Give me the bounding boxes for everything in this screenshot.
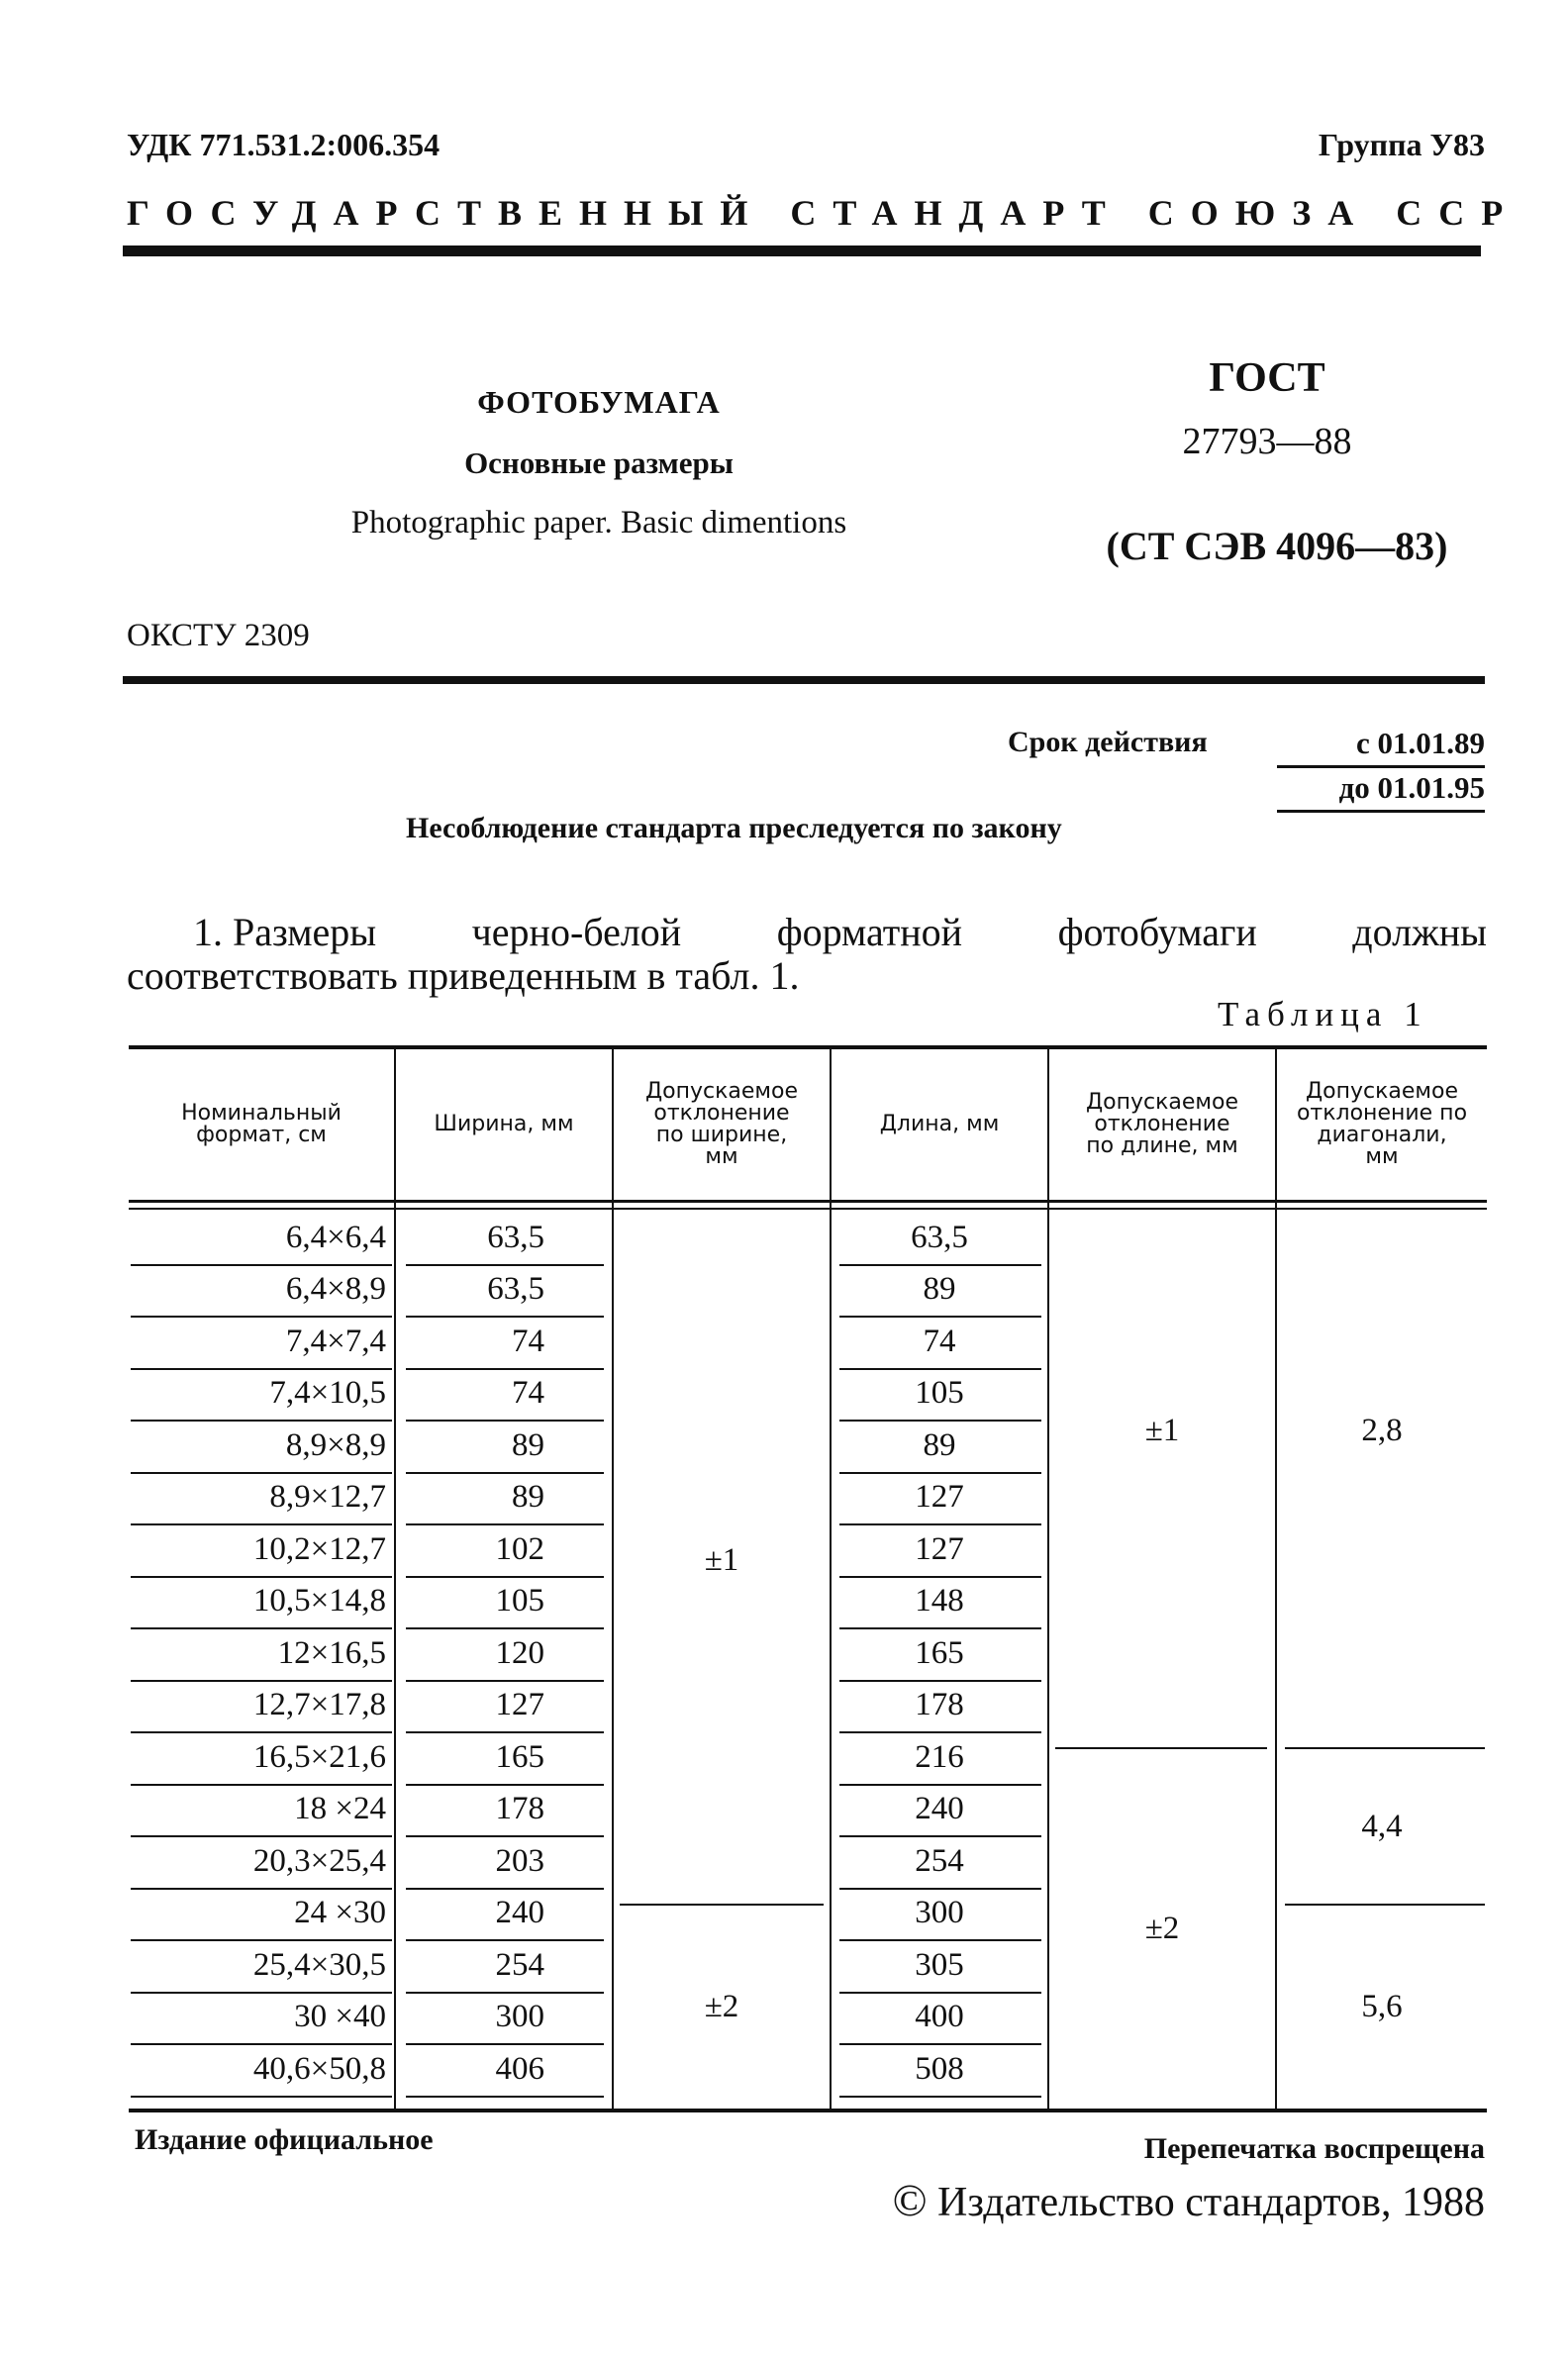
paragraph-word: черно-белой [471, 910, 682, 954]
diagonal-tolerance-3: 5,6 [1361, 1989, 1403, 2024]
width-cell: 74 [512, 1323, 544, 1359]
st-sev-number: (СТ СЭВ 4096—83) [1106, 524, 1448, 568]
header-line: отклонение [653, 1101, 790, 1126]
paragraph-word: фотобумаги [1057, 910, 1257, 954]
paragraph-line-2: соответствовать приведенным в табл. 1. [127, 953, 800, 998]
reprint-prohibited: Перепечатка воспрещена [1143, 2132, 1485, 2165]
format-cell: 30 ×40 [294, 1999, 386, 2035]
width-cell: 406 [495, 2050, 544, 2087]
doc-english-title: Photographic paper. Basic dimentions [350, 505, 847, 540]
header-line: Допускаемое [644, 1079, 799, 1104]
header-width [396, 1051, 612, 1198]
law-note: Несоблюдение стандарта преследуется по закону [406, 812, 1062, 844]
paragraph-word: должны [1352, 910, 1487, 954]
header-line: мм [705, 1144, 738, 1169]
row-underline [131, 2096, 392, 2098]
format-cell: 12,7×17,8 [252, 1687, 386, 1723]
table-header-rule [129, 1200, 1487, 1203]
diagonal-tolerance-2: 4,4 [1361, 1808, 1403, 1844]
validity-from: с 01.01.89 [1355, 726, 1485, 760]
copyright-icon: © [892, 2175, 928, 2225]
format-cell: 20,3×25,4 [252, 1842, 386, 1879]
header-line: Допускаемое [1305, 1079, 1459, 1104]
length-cell: 400 [915, 1999, 964, 2035]
format-cell: 7,4×7,4 [285, 1323, 386, 1359]
length-tolerance-2: ±2 [1144, 1911, 1180, 1946]
row-underline [406, 2096, 604, 2098]
row-underline [839, 2096, 1041, 2098]
validity-label: Срок действия [1008, 726, 1208, 758]
format-cell: 12×16,5 [277, 1634, 386, 1671]
format-cell: 6,4×8,9 [285, 1271, 386, 1308]
length-cell: 127 [915, 1530, 964, 1567]
length-cell: 63,5 [911, 1219, 968, 1255]
official-edition: Издание официальное [135, 2123, 434, 2156]
group-code: Группа У83 [1318, 127, 1485, 162]
length-cell: 300 [915, 1895, 964, 1931]
width-cell: 105 [495, 1583, 544, 1620]
doc-subtitle: Основные размеры [464, 445, 734, 480]
header-length-tolerance [1049, 1051, 1275, 1198]
width-tolerance-2: ±2 [704, 1989, 739, 2024]
copyright-line [893, 2174, 1485, 2226]
format-cell: 8,9×8,9 [285, 1426, 386, 1463]
header-width-tolerance [614, 1051, 830, 1198]
header-line: отклонение по [1296, 1101, 1468, 1126]
header-diagonal-tolerance [1277, 1051, 1487, 1198]
header-line: формат, см [196, 1123, 327, 1147]
paragraph-word: 1. Размеры [193, 910, 377, 954]
header-line: мм [1365, 1144, 1399, 1169]
width-cell: 102 [495, 1530, 544, 1567]
header-format [129, 1051, 394, 1198]
header-line: отклонение [1094, 1112, 1230, 1136]
format-cell: 8,9×12,7 [269, 1479, 386, 1516]
format-cell: 16,5×21,6 [252, 1738, 386, 1775]
diagonal-tolerance-1: 2,8 [1361, 1412, 1403, 1448]
length-cell: 216 [915, 1738, 964, 1775]
width-cell: 165 [495, 1738, 544, 1775]
gost-number: 27793—88 [1182, 421, 1352, 462]
width-cell: 178 [495, 1791, 544, 1827]
gost-label: ГОСТ [1209, 355, 1325, 401]
paragraph-word: форматной [776, 910, 963, 954]
header-line: Ширина, мм [434, 1112, 574, 1136]
width-cell: 300 [495, 1999, 544, 2035]
length-cell: 74 [923, 1323, 956, 1359]
format-cell: 40,6×50,8 [252, 2050, 386, 2087]
width-tolerance-1: ±1 [704, 1542, 739, 1578]
format-cell: 7,4×10,5 [269, 1375, 386, 1412]
validity-to: до 01.01.95 [1338, 770, 1485, 805]
header-line: по длине, мм [1086, 1133, 1238, 1158]
width-cell: 89 [512, 1479, 544, 1516]
width-cell: 63,5 [487, 1219, 544, 1255]
table-top-rule [129, 1045, 1487, 1049]
width-cell: 203 [495, 1842, 544, 1879]
doc-title: ФОТОБУМАГА [477, 384, 721, 420]
header-line: диагонали, [1317, 1123, 1447, 1147]
length-cell: 508 [915, 2050, 964, 2087]
length-cell: 105 [915, 1375, 964, 1412]
header-length [832, 1051, 1047, 1198]
width-cell: 120 [495, 1634, 544, 1671]
length-cell: 165 [915, 1634, 964, 1671]
table-header-rule-2 [129, 1208, 1487, 1210]
length-cell: 89 [923, 1271, 956, 1308]
publisher: Издательство стандартов, 1988 [937, 2180, 1485, 2225]
width-cell: 74 [512, 1375, 544, 1412]
width-cell: 89 [512, 1426, 544, 1463]
table-bottom-rule [129, 2109, 1487, 2112]
length-tolerance-1: ±1 [1144, 1412, 1180, 1448]
length-cell: 148 [915, 1583, 964, 1620]
length-cell: 254 [915, 1842, 964, 1879]
state-standard-banner: ГОСУДАРСТВЕННЫЙ СТАНДАРТ СОЮЗА ССР [127, 193, 1520, 233]
width-cell: 63,5 [487, 1271, 544, 1308]
udk-code: УДК 771.531.2:006.354 [127, 127, 441, 162]
length-cell: 127 [915, 1479, 964, 1516]
okstu-code: ОКСТУ 2309 [127, 618, 310, 653]
width-cell: 240 [495, 1895, 544, 1931]
format-cell: 10,2×12,7 [252, 1530, 386, 1567]
format-cell: 6,4×6,4 [285, 1219, 386, 1255]
width-cell: 127 [495, 1687, 544, 1723]
format-cell: 25,4×30,5 [252, 1946, 386, 1983]
width-cell: 254 [495, 1946, 544, 1983]
format-cell: 18 ×24 [294, 1791, 386, 1827]
format-cell: 24 ×30 [294, 1895, 386, 1931]
length-cell: 240 [915, 1791, 964, 1827]
length-cell: 89 [923, 1426, 956, 1463]
format-cell: 10,5×14,8 [252, 1583, 386, 1620]
header-line: Номинальный [181, 1101, 342, 1126]
header-line: Допускаемое [1085, 1090, 1239, 1115]
header-line: Длина, мм [879, 1112, 1000, 1136]
header-line: по ширине, [655, 1123, 788, 1147]
length-cell: 305 [915, 1946, 964, 1983]
length-cell: 178 [915, 1687, 964, 1723]
table-caption: Таблица 1 [1218, 995, 1428, 1033]
